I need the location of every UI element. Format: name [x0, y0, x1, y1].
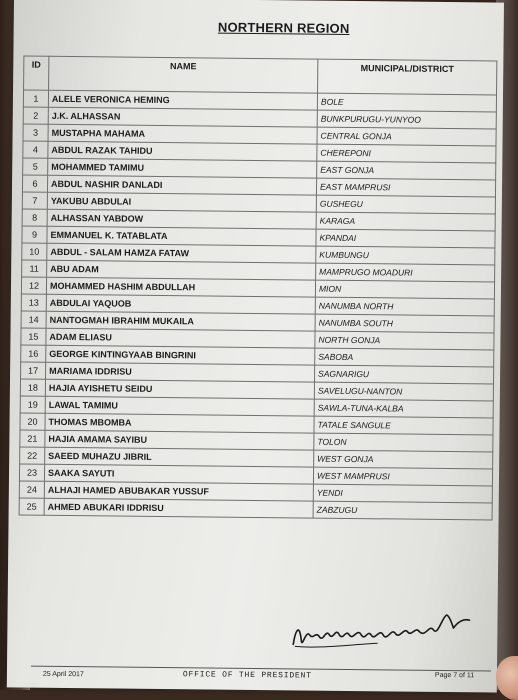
- row-district: CENTRAL GONJA: [317, 127, 496, 146]
- row-district: KARAGA: [316, 212, 495, 231]
- row-district: TOLON: [314, 433, 493, 452]
- row-name: MOHAMMED HASHIM ABDULLAH: [46, 277, 315, 297]
- row-district: SABOBA: [315, 348, 494, 367]
- row-district: SAWLA-TUNA-KALBA: [314, 399, 493, 418]
- row-name: AHMED ABUKARI IDDRISU: [44, 498, 313, 518]
- row-name: ABDUL NASHIR DANLADI: [47, 175, 316, 195]
- row-name: HAJIA AYISHETU SEIDU: [45, 379, 314, 399]
- row-name: ALHASSAN YABDOW: [47, 209, 316, 229]
- row-district: NANUMBA NORTH: [315, 297, 494, 316]
- row-district: EAST GONJA: [317, 161, 496, 180]
- row-district: CHEREPONI: [317, 144, 496, 163]
- column-header-name: NAME: [49, 56, 318, 93]
- row-name: HAJIA AMAMA SAYIBU: [45, 430, 314, 450]
- row-district: SAVELUGU-NANTON: [314, 382, 493, 401]
- row-district: NANUMBA SOUTH: [315, 314, 494, 333]
- row-id: 25: [19, 498, 44, 515]
- row-district: YENDI: [313, 484, 492, 503]
- row-district: EAST MAMPRUSI: [316, 178, 495, 197]
- footer-office: OFFICE OF THE PRESIDENT: [182, 670, 312, 681]
- row-id: 8: [22, 209, 47, 226]
- row-name: NANTOGMAH IBRAHIM MUKAILA: [46, 311, 315, 331]
- row-district: BOLE: [317, 93, 496, 112]
- row-id: 4: [23, 141, 48, 158]
- row-district: NORTH GONJA: [315, 331, 494, 350]
- row-id: 22: [20, 447, 45, 464]
- row-id: 11: [22, 260, 47, 277]
- table-row: [19, 498, 492, 520]
- row-id: 1: [23, 90, 48, 107]
- row-district: KPANDAI: [316, 229, 495, 248]
- table-body: [19, 90, 496, 520]
- row-district: GUSHEGU: [316, 195, 495, 214]
- row-id: 2: [23, 107, 48, 124]
- row-name: GEORGE KINTINGYAAB BINGRINI: [46, 345, 315, 365]
- row-id: 9: [22, 226, 47, 243]
- row-district: TATALE SANGULE: [314, 416, 493, 435]
- row-name: SAEED MUHAZU JIBRIL: [45, 447, 314, 467]
- row-name: MARIAMA IDDRISU: [46, 362, 315, 382]
- row-district: WEST GONJA: [314, 450, 493, 469]
- row-name: THOMAS MBOMBA: [45, 413, 314, 433]
- row-name: ABDUL - SALAM HAMZA FATAW: [47, 243, 316, 263]
- row-name: EMMANUEL K. TATABLATA: [47, 226, 316, 246]
- row-name: ALELE VERONICA HEMING: [48, 90, 317, 110]
- row-id: 14: [21, 311, 46, 328]
- row-id: 7: [22, 192, 47, 209]
- row-district: ZABZUGU: [313, 501, 492, 520]
- row-id: 13: [21, 294, 46, 311]
- row-id: 20: [20, 413, 45, 430]
- row-name: ALHAJI HAMED ABUBAKAR YUSSUF: [44, 481, 313, 501]
- row-id: 10: [22, 243, 47, 260]
- row-id: 18: [20, 379, 45, 396]
- row-id: 16: [21, 345, 46, 362]
- row-id: 6: [22, 175, 47, 192]
- row-district: MAMPRUGO MOADURI: [316, 263, 495, 282]
- row-name: YAKUBU ABDULAI: [47, 192, 316, 212]
- row-name: J.K. ALHASSAN: [48, 107, 317, 127]
- column-header-municipal: MUNICIPAL/DISTRICT: [318, 59, 497, 95]
- table-header-row: [24, 56, 497, 95]
- row-district: WEST MAMPRUSI: [313, 467, 492, 486]
- row-id: 17: [21, 362, 46, 379]
- row-district: SAGNARIGU: [315, 365, 494, 384]
- footer-date: 25 April 2017: [42, 670, 84, 679]
- page-title: NORTHERN REGION: [217, 19, 350, 36]
- row-name: LAWAL TAMIMU: [45, 396, 314, 416]
- row-id: 24: [19, 481, 44, 498]
- row-id: 3: [23, 124, 48, 141]
- row-id: 19: [20, 396, 45, 413]
- row-id: 5: [23, 158, 48, 175]
- row-district: KUMBUNGU: [316, 246, 495, 265]
- row-id: 12: [21, 277, 46, 294]
- row-name: ABDULAI YAQUOB: [46, 294, 315, 314]
- footer-page-number: Page 7 of 11: [434, 671, 475, 680]
- row-district: MION: [315, 280, 494, 299]
- document-page: [7, 0, 504, 693]
- region-table: [19, 56, 498, 521]
- row-name: ABU ADAM: [47, 260, 316, 280]
- row-id: 21: [20, 430, 45, 447]
- row-name: MOHAMMED TAMIMU: [48, 158, 317, 178]
- row-district: BUNKPURUGU-YUNYOO: [317, 110, 496, 129]
- signature-image: [287, 600, 478, 666]
- row-id: 15: [21, 328, 46, 345]
- column-header-id: ID: [24, 56, 49, 90]
- row-id: 23: [19, 464, 44, 481]
- row-name: ADAM ELIASU: [46, 328, 315, 348]
- row-name: MUSTAPHA MAHAMA: [48, 124, 317, 144]
- row-name: ABDUL RAZAK TAHIDU: [48, 141, 317, 161]
- row-name: SAAKA SAYUTI: [44, 464, 313, 484]
- thumb-image: [496, 656, 518, 700]
